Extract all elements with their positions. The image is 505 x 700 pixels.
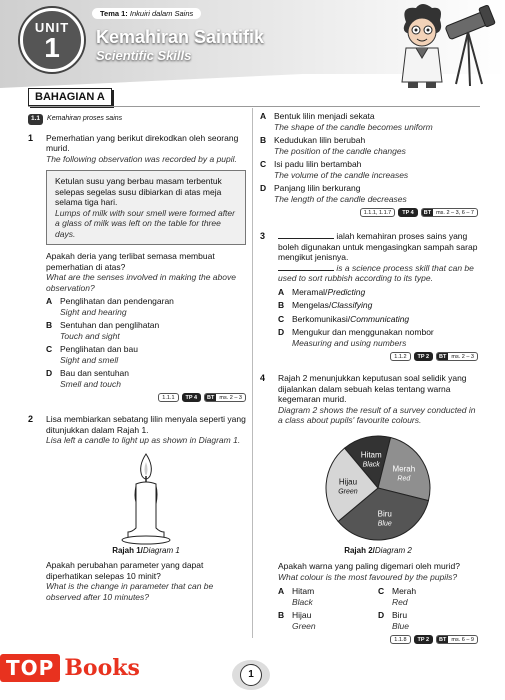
option-text-en: The position of the candle changes — [274, 145, 406, 156]
bt-label: BT — [439, 354, 447, 360]
question-text: Lisa membiarkan sebatang lilin menyala seperti yang ditunjukkan dalam Rajah 1. — [46, 414, 246, 435]
caption-en: Diagram 1 — [142, 545, 180, 555]
option-letter: A — [278, 586, 285, 596]
question-text: Pemerhatian yang berikut direkodkan oleh seorang murid. — [46, 132, 239, 153]
question-text-en-line — [278, 263, 478, 284]
pie-label-en: Red — [397, 474, 411, 482]
question-tags — [46, 393, 246, 402]
diagram-2 — [278, 430, 478, 546]
skill-text: Kemahiran proses sains — [47, 115, 123, 122]
bt-label: BT — [439, 637, 447, 643]
question-text: Rajah 2 menunjukkan keputusan soal selidik yang dijalankan dalam sebuah kelas tentang warna kegemaran murid. — [278, 373, 467, 404]
option-text-en: Measuring and using numbers — [292, 337, 407, 348]
diagram-2-caption — [278, 546, 478, 557]
pie-label: Biru — [377, 508, 392, 518]
option-letter: A — [260, 111, 267, 121]
option-text: Biru — [392, 610, 408, 620]
chapter-subtitle: Scientific Skills — [96, 48, 192, 63]
bt-tag — [436, 352, 478, 361]
page-ref: ms. 6 – 9 — [451, 637, 474, 643]
option-text-en: Sight and hearing — [60, 306, 127, 317]
page-ref: ms. 2 – 3 — [219, 395, 242, 401]
option-b[interactable] — [278, 610, 378, 631]
option-text-en: Blue — [392, 620, 410, 631]
theme-prefix: Tema 1: — [100, 9, 128, 18]
tp-tag: TP 4 — [182, 393, 202, 402]
option-a[interactable] — [260, 111, 478, 132]
page-ref: ms. 2 – 3 — [451, 354, 474, 360]
option-letter: D — [278, 327, 285, 337]
option-c[interactable] — [278, 314, 478, 325]
question-number: 1 — [28, 132, 34, 143]
option-letter: D — [260, 183, 267, 193]
left-column — [28, 114, 246, 608]
option-text-en: The length of the candle decreases — [274, 193, 407, 204]
column-divider — [252, 108, 253, 638]
bt-tag — [204, 393, 246, 402]
question-number: 4 — [260, 373, 266, 383]
option-text-en: Green — [292, 620, 316, 631]
logo-books: Books — [64, 655, 140, 681]
question-text-en: The following observation was recorded by a pupil. — [46, 153, 237, 164]
header-divider — [28, 106, 480, 107]
option-c[interactable] — [260, 159, 478, 180]
question-text-ms: ialah kemahiran proses sains yang boleh digunakan untuk mengasingkan sampah sarap mengikut jenisnya. — [278, 231, 478, 262]
skill-tag: 1.1.1 — [158, 393, 178, 402]
option-letter: C — [46, 344, 53, 354]
option-a[interactable] — [278, 586, 378, 607]
option-text: Berkomunikasi/ — [292, 313, 351, 324]
option-d[interactable] — [46, 368, 246, 389]
option-text: Mengelas/ — [292, 300, 332, 310]
tp-tag: TP 2 — [414, 635, 434, 644]
question-3 — [260, 231, 478, 361]
option-text: Kedudukan lilin berubah — [274, 135, 366, 145]
option-d[interactable] — [260, 183, 478, 204]
option-text-en: Classifying — [331, 300, 373, 310]
question-prompt-en: What are the senses involved in making the above observation? — [46, 272, 236, 293]
option-letter: D — [46, 368, 53, 378]
unit-number: 1 — [44, 32, 60, 63]
question-number: 3 — [260, 231, 266, 241]
skill-tag: 1.1.1, 1.1.7 — [360, 208, 396, 217]
diagram-1 — [46, 452, 246, 557]
options-grid — [278, 586, 478, 631]
option-b[interactable] — [278, 300, 478, 311]
observation-text: Ketulan susu yang berbau masam terbentuk selepas segelas susu dibiarkan di atas meja selama tiga hari. — [55, 176, 222, 207]
option-letter: C — [260, 159, 267, 169]
option-text-en: Predicting — [327, 286, 366, 297]
option-d[interactable] — [378, 610, 478, 631]
option-letter: D — [378, 610, 385, 620]
option-text-en: The shape of the candle becomes uniform — [274, 121, 433, 132]
skill-line — [28, 114, 246, 125]
skill-code: 1.1 — [28, 114, 43, 125]
option-text: Panjang lilin berkurang — [274, 183, 361, 193]
option-text: Sentuhan dan penglihatan — [60, 320, 160, 330]
theme-name: Inkuiri dalam Sains — [129, 9, 194, 18]
question-prompt: Apakah warna yang paling digemari oleh murid? — [278, 561, 460, 571]
question-tags — [260, 208, 478, 217]
observation-text-en: Lumps of milk with sour smell were formed after a glass of milk was left on the table for three days. — [55, 207, 235, 239]
option-letter: C — [278, 313, 285, 324]
page-ref: ms. 2 – 3, 6 – 7 — [436, 210, 474, 216]
option-text-en: Touch and sight — [60, 330, 120, 341]
page-number: 1 — [240, 664, 262, 686]
tp-tag: TP 4 — [398, 208, 418, 217]
option-letter: B — [260, 135, 267, 145]
right-column — [260, 108, 478, 650]
question-tags — [278, 635, 478, 644]
option-text: Penglihatan dan pendengaran — [60, 296, 174, 306]
tp-tag: TP 2 — [414, 352, 434, 361]
theme-label — [92, 8, 201, 19]
answer-blank-en[interactable] — [278, 270, 334, 271]
question-text — [278, 231, 478, 263]
unit-badge — [20, 8, 84, 72]
option-text-en: Smell and touch — [60, 378, 121, 389]
skill-tag: 1.1.2 — [390, 352, 410, 361]
chapter-title: Kemahiran Saintifik — [96, 27, 265, 47]
question-4 — [260, 373, 478, 644]
option-text: Bentuk lilin menjadi sekata — [274, 111, 375, 121]
logo-top: TOP — [0, 654, 60, 682]
pie-chart — [313, 430, 443, 546]
option-text: Merah — [392, 586, 417, 596]
pie-label-en: Blue — [377, 519, 392, 527]
diagram-1-caption — [112, 546, 180, 557]
pie-label-en: Green — [338, 487, 358, 495]
option-text: Hitam — [292, 586, 315, 596]
option-text: Penglihatan dan bau — [60, 344, 138, 354]
bt-tag — [436, 635, 478, 644]
topbooks-logo — [0, 648, 175, 688]
observation-box — [46, 170, 246, 245]
question-prompt-en: What colour is the most favoured by the pupils? — [278, 571, 458, 582]
option-letter: B — [46, 320, 53, 330]
option-text: Hijau — [292, 610, 312, 620]
question-prompt-en: What is the change in parameter that can be observed after 10 minutes? — [46, 581, 214, 602]
option-text-en: Communicating — [350, 313, 410, 324]
option-letter: B — [278, 300, 285, 310]
option-a[interactable] — [46, 296, 246, 317]
option-text-en: Black — [292, 596, 313, 607]
pie-label: Merah — [392, 463, 416, 473]
option-text-en: Red — [392, 596, 408, 607]
question-prompt: Apakah deria yang terlibat semasa membuat pemerhatian di atas? — [46, 251, 215, 272]
option-text: Bau dan sentuhan — [60, 368, 130, 378]
caption-en: Diagram 2 — [374, 545, 412, 555]
answer-blank[interactable] — [278, 238, 334, 239]
pie-label: Hitam — [360, 450, 382, 460]
option-text: Mengukur dan menggunakan nombor — [292, 327, 434, 337]
option-a[interactable] — [278, 287, 478, 298]
bt-tag — [421, 208, 478, 217]
option-letter: C — [378, 586, 385, 596]
option-d[interactable] — [278, 327, 478, 348]
skill-tag: 1.1.8 — [390, 635, 410, 644]
scientist-mascot-illustration — [388, 2, 500, 88]
option-text-en: The volume of the candle increases — [274, 169, 409, 180]
bt-label: BT — [207, 395, 215, 401]
option-letter: A — [46, 296, 53, 306]
option-letter: B — [278, 610, 285, 620]
question-2 — [28, 414, 246, 602]
question-tags — [278, 352, 478, 361]
option-text: Meramal/ — [292, 286, 328, 297]
option-b[interactable] — [260, 135, 478, 156]
pie-label: Hijau — [338, 476, 358, 486]
question-text-en: Diagram 2 shows the result of a survey conducted in a class about pupils' favourite colours. — [278, 404, 476, 425]
bt-label: BT — [423, 210, 432, 216]
caption-ms: Rajah 1/ — [112, 545, 143, 555]
question-text-en: is a science process skill that can be used to sort rubbish according to its type. — [278, 262, 474, 283]
section-heading: BAHAGIAN A — [28, 88, 112, 106]
question-number: 2 — [28, 414, 34, 424]
option-b[interactable] — [46, 320, 246, 341]
question-text-en: Lisa left a candle to light up as shown in Diagram 1. — [46, 435, 241, 445]
option-letter: A — [278, 286, 285, 297]
question-prompt: Apakah perubahan parameter yang dapat diperhatikan selepas 10 minit? — [46, 560, 204, 581]
option-c[interactable] — [46, 344, 246, 365]
option-text: Isi padu lilin bertambah — [274, 159, 362, 169]
unit-label: UNIT — [34, 20, 70, 35]
pie-label-en: Black — [362, 461, 380, 469]
option-c[interactable] — [378, 586, 478, 607]
candle-illustration — [116, 452, 176, 546]
caption-ms: Rajah 2/ — [344, 545, 375, 555]
question-1 — [28, 133, 246, 403]
option-text-en: Sight and smell — [60, 354, 119, 365]
